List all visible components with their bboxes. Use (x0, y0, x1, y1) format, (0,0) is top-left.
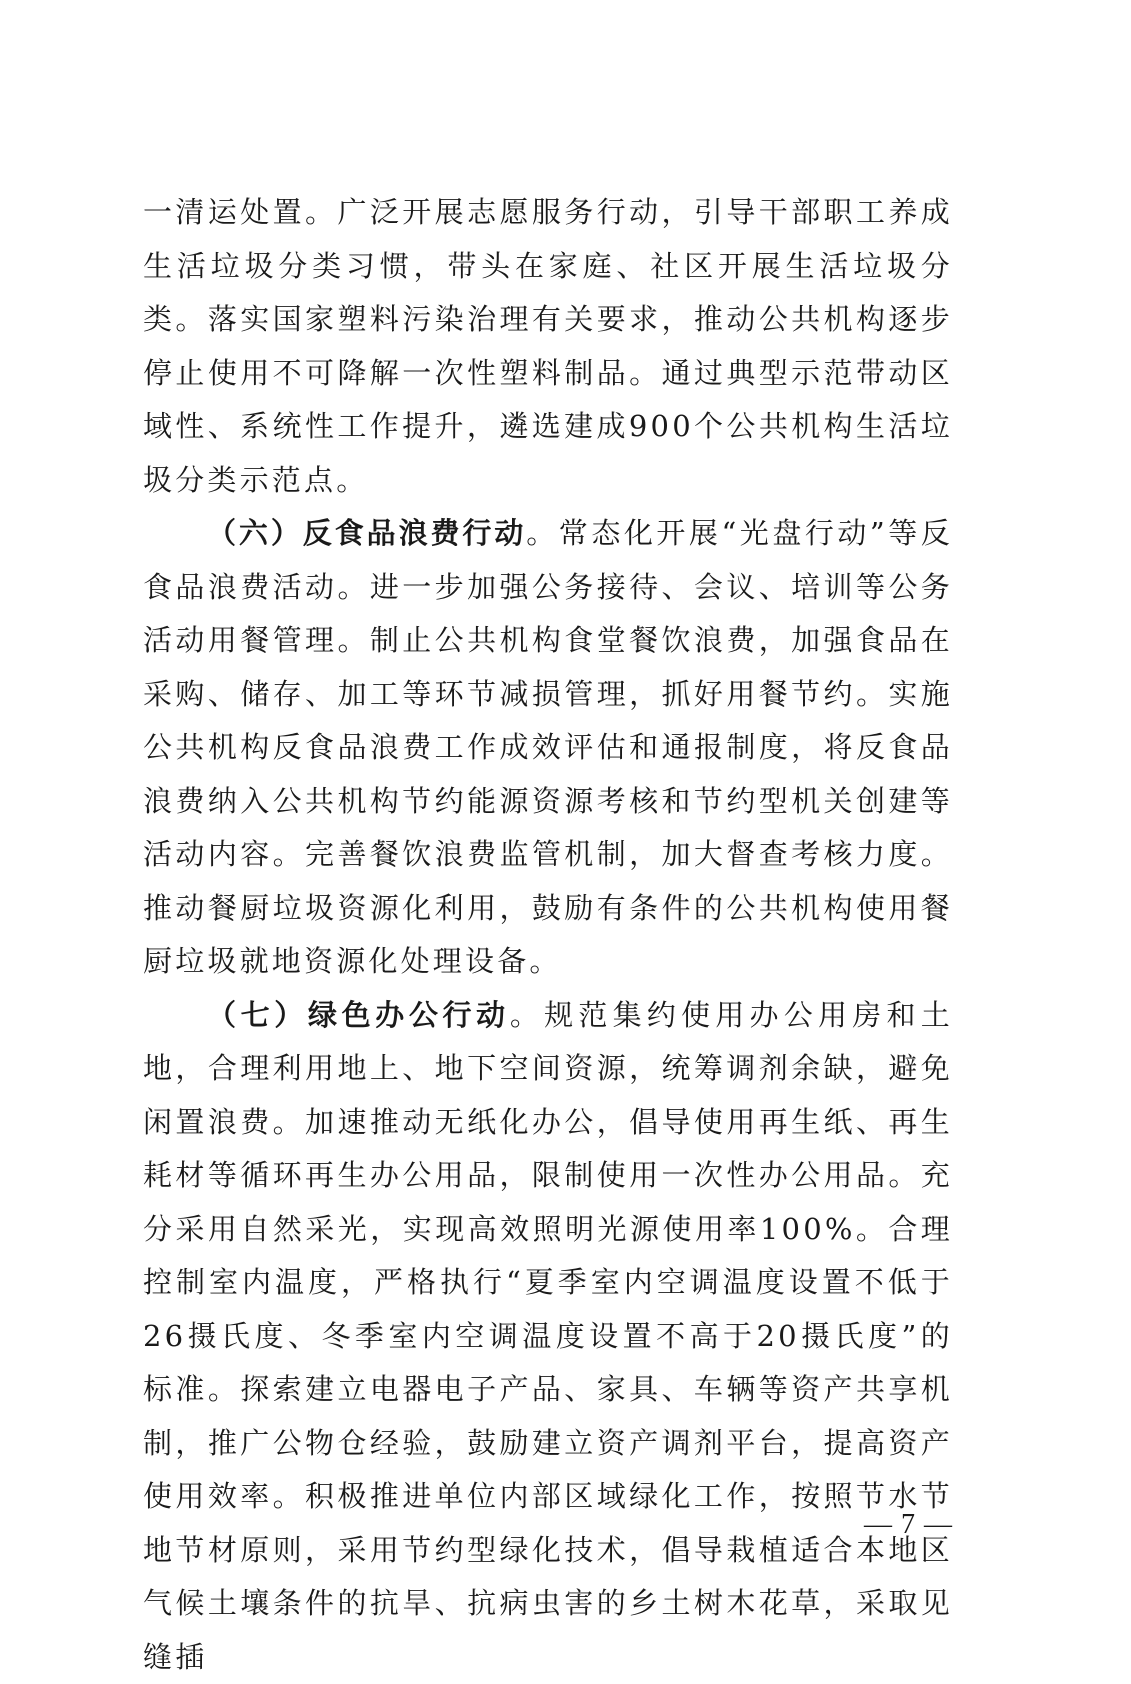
body-text (143, 186, 953, 1684)
paragraph-2-text: 。常态化开展“光盘行动”等反食品浪费活动。进一步加强公务接待、会议、培训等公务活动用餐管理。制止公共机构食堂餐饮浪费，加强食品在采购、储存、加工等环节减损管理，抓好用餐节约。实施公共机构反食品浪费工作成效评估和通报制度，将反食品浪费纳入公共机构节约能源资源考核和节约型机关创建等活动内容。完善餐饮浪费监管机制，加大督查考核力度。推动餐厨垃圾资源化利用，鼓励有条件的公共机构使用餐厨垃圾就地资源化处理设备。 (143, 516, 953, 978)
paragraph-green-office (143, 989, 953, 1684)
paragraph-3-text: 。规范集约使用办公用房和土地，合理利用地上、地下空间资源，统筹调剂余缺，避免闲置浪费。加速推动无纸化办公，倡导使用再生纸、再生耗材等循环再生办公用品，限制使用一次性办公用品。充分采用自然采光，实现高效照明光源使用率100%。合理控制室内温度，严格执行“夏季室内空调温度设置不低于26摄氏度、冬季室内空调温度设置不高于20摄氏度”的标准。探索建立电器电子产品、家具、车辆等资产共享机制，推广公物仓经验，鼓励建立资产调剂平台，提高资产使用效率。积极推进单位内部区域绿化工作，按照节水节地节材原则，采用节约型绿化技术，倡导栽植适合本地区气候土壤条件的抗旱、抗病虫害的乡土树木花草，采取见缝插 (143, 998, 953, 1674)
section-heading-food-waste: （六）反食品浪费行动 (207, 516, 526, 550)
page-number: — 7 — (853, 1509, 953, 1541)
paragraph-1-text: 一清运处置。广泛开展志愿服务行动，引导干部职工养成生活垃圾分类习惯，带头在家庭、社区开展生活垃圾分类。落实国家塑料污染治理有关要求，推动公共机构逐步停止使用不可降解一次性塑料制品。通过典型示范带动区域性、系统性工作提升，遴选建成900个公共机构生活垃圾分类示范点。 (143, 195, 953, 497)
paragraph-food-waste (143, 507, 953, 989)
section-heading-green-office: （七）绿色办公行动 (207, 998, 510, 1032)
paragraph-continued (143, 186, 953, 507)
